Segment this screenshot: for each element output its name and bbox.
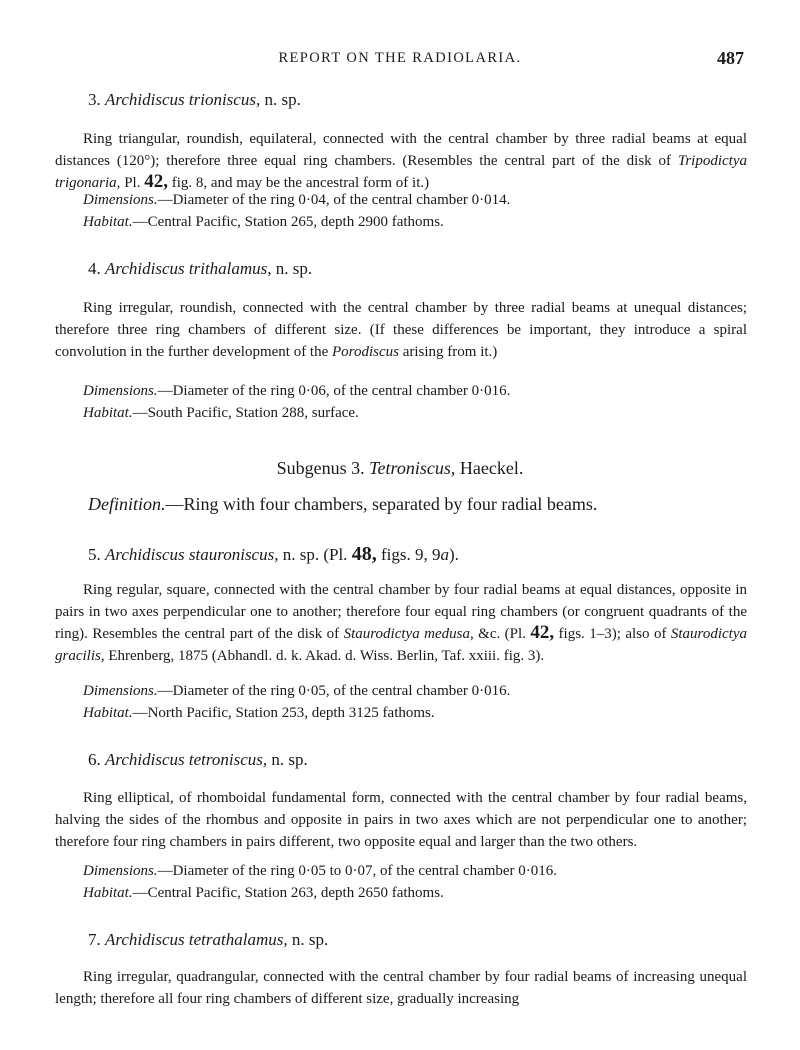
taxon-name: Staurodictya gracilis, <box>55 626 747 664</box>
species-description: Ring triangular, roundish, equilateral, connected with the central chamber by three radial beams at equal distances (120°); therefore three equal ring chambers. (Resembles the central part of the disk of Tripodictya trigonaria, Pl. 42, fig. 8, and may be the ancestral form of it.) <box>55 131 747 192</box>
plate-number: 42, <box>144 171 168 192</box>
species-heading <box>88 90 301 110</box>
species-heading <box>88 750 308 770</box>
species-epithet: trithalamus, <box>188 259 272 278</box>
dimensions-label: Dimensions. <box>83 683 158 699</box>
running-title: REPORT ON THE RADIOLARIA. <box>278 50 522 66</box>
subgenus-author: Haeckel. <box>459 458 524 478</box>
dimensions-label: Dimensions. <box>83 383 158 399</box>
species-description: Ring irregular, quadrangular, connected with the central chamber by four radial beams of increasing unequal length; therefore all four ring chambers of different size, gradually increasing <box>55 969 747 1007</box>
species-number: 7. <box>88 930 101 949</box>
dimensions-label: Dimensions. <box>83 863 158 879</box>
species-suffix: n. sp. <box>264 90 301 109</box>
habitat-text: —Central Pacific, Station 265, depth 2900 fathoms. <box>132 214 444 230</box>
species-number: 6. <box>88 750 101 769</box>
subgenus-name: Tetroniscus, <box>369 458 456 478</box>
habitat-line <box>83 214 444 231</box>
taxon-name: Tripodictya trigonaria, <box>55 153 747 191</box>
species-genus: Archidiscus <box>105 545 185 564</box>
dimensions-line <box>83 683 510 700</box>
dimensions-label: Dimensions. <box>83 192 158 208</box>
species-number: 5. <box>88 545 101 564</box>
species-description: Ring regular, square, connected with the central chamber by four radial beams at equal distances, opposite in pairs in two axes perpendicular one to another; therefore four equal ring chambers (or congruent quadrants of the ring). Resembles the central part of the disk of Staurodictya medusa, &c. (Pl. 42, figs. 1–3); also of Staurodictya gracilis, Ehrenberg, 1875 (Abhandl. d. k. Akad. d. Wiss. Berlin, Taf. xxiii. fig. 3). <box>55 582 747 664</box>
dimensions-text: —Diameter of the ring 0·05 to 0·07, of the central chamber 0·016. <box>157 863 558 879</box>
taxon-name: Staurodictya medusa, <box>343 626 474 642</box>
habitat-label: Habitat. <box>83 885 133 901</box>
dimensions-line <box>83 383 510 400</box>
species-epithet: trioniscus, <box>188 90 261 109</box>
page-number: 487 <box>717 48 744 68</box>
definition <box>88 494 597 515</box>
species-heading <box>88 930 328 950</box>
habitat-line <box>83 405 359 422</box>
species-epithet: stauroniscus, <box>188 545 279 564</box>
species-suffix-end: ). <box>448 545 459 564</box>
species-heading <box>88 259 312 279</box>
dimensions-text: —Diameter of the ring 0·04, of the central chamber 0·014. <box>157 192 511 208</box>
habitat-line <box>83 885 444 902</box>
species-number: 4. <box>88 259 101 278</box>
subgenus-heading <box>0 458 800 479</box>
dimensions-text: —Diameter of the ring 0·05, of the central chamber 0·016. <box>157 683 511 699</box>
dimensions-line <box>83 863 557 880</box>
habitat-text: —Central Pacific, Station 263, depth 2650 fathoms. <box>132 885 444 901</box>
species-heading <box>88 543 459 566</box>
species-number: 3. <box>88 90 101 109</box>
species-description: Ring elliptical, of rhomboidal fundamental form, connected with the central chamber by four radial beams, halving the sides of the rhombus and opposite in pairs in two axes which are not perpendicular one to another; therefore four ring chambers in pairs different, two opposite equal and larger than the two others. <box>55 790 747 850</box>
species-suffix-figs: figs. 9, 9 <box>376 545 441 564</box>
species-genus: Archidiscus <box>105 750 185 769</box>
plate-number: 42, <box>530 622 555 643</box>
definition-label: Definition. <box>88 494 166 514</box>
fig-letter: a <box>440 545 449 564</box>
habitat-text: —North Pacific, Station 253, depth 3125 fathoms. <box>132 705 435 721</box>
habitat-line <box>83 705 435 722</box>
species-description: Ring irregular, roundish, connected with the central chamber by three radial beams at unequal distances; therefore three ring chambers of different size. (If these differences be important, they introduce a spiral convolution in the further development of the Porodiscus arising from it.) <box>55 300 747 360</box>
species-suffix: n. sp. <box>275 259 313 278</box>
species-genus: Archidiscus <box>105 259 185 278</box>
taxon-name: Porodiscus <box>332 344 399 360</box>
habitat-text: —South Pacific, Station 288, surface. <box>132 405 359 421</box>
species-suffix: n. sp. <box>271 750 308 769</box>
species-suffix: n. sp. (Pl. <box>282 545 352 564</box>
species-genus: Archidiscus <box>105 90 185 109</box>
habitat-label: Habitat. <box>83 214 133 230</box>
dimensions-line <box>83 192 510 209</box>
plate-number: 48, <box>351 543 377 565</box>
subgenus-prefix: Subgenus 3. <box>276 458 365 478</box>
species-genus: Archidiscus <box>105 930 185 949</box>
dimensions-text: —Diameter of the ring 0·06, of the central chamber 0·016. <box>157 383 511 399</box>
species-epithet: tetroniscus, <box>188 750 268 769</box>
running-head <box>0 50 800 72</box>
definition-text: —Ring with four chambers, separated by four radial beams. <box>165 494 598 514</box>
species-epithet: tetrathalamus, <box>188 930 288 949</box>
habitat-label: Habitat. <box>83 405 133 421</box>
species-suffix: n. sp. <box>291 930 329 949</box>
habitat-label: Habitat. <box>83 705 133 721</box>
